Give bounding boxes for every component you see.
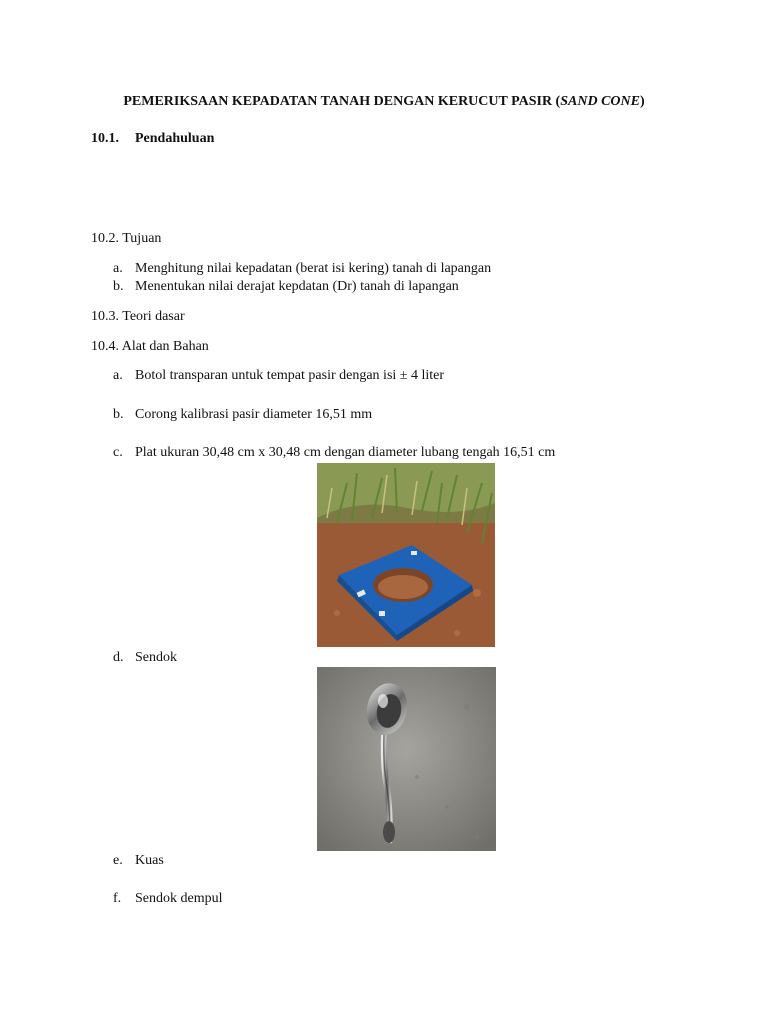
list-item [113, 260, 491, 278]
list-text: Sendok dempul [135, 891, 223, 906]
spoon-photo [317, 667, 496, 851]
list-item [113, 890, 223, 908]
title-main-text: PEMERIKSAAN KEPADATAN TANAH DENGAN KERUCUT PASIR ( [123, 94, 561, 109]
list-text: Botol transparan untuk tempat pasir dengan isi ± 4 liter [135, 368, 445, 383]
page-title [0, 93, 768, 111]
section-theory-heading: 10.3. Teori dasar [91, 309, 185, 324]
section-intro-heading [91, 130, 214, 148]
list-text: Menghitung nilai kepadatan (berat isi kering) tanah di lapangan [135, 261, 492, 276]
list-text: Menentukan nilai derajat kepdatan (Dr) tanah di lapangan [135, 279, 459, 294]
list-marker: a. [113, 368, 123, 383]
sand-cone-plate-photo [317, 463, 495, 647]
list-text: Sendok [135, 650, 177, 665]
spoon-photo-image [317, 667, 496, 851]
list-item [113, 278, 459, 296]
list-marker: e. [113, 853, 123, 868]
list-item [113, 852, 164, 870]
list-text: Plat ukuran 30,48 cm x 30,48 cm dengan diameter lubang tengah 16,51 cm [135, 445, 556, 460]
list-item [113, 444, 555, 462]
list-marker: d. [113, 650, 124, 665]
plate-photo-image [317, 463, 495, 647]
section-number: 10.1. [91, 131, 119, 146]
list-item [113, 406, 372, 424]
list-marker: f. [113, 891, 122, 906]
list-marker: b. [113, 279, 124, 294]
list-marker: b. [113, 407, 124, 422]
list-item [113, 649, 177, 667]
list-text: Kuas [135, 853, 164, 868]
list-marker: c. [113, 445, 123, 460]
section-purpose-heading: 10.2. Tujuan [91, 231, 162, 246]
title-close-text: ) [639, 94, 645, 109]
title-italic-text: SAND CONE [560, 94, 640, 109]
list-item [113, 367, 444, 385]
section-title: Pendahuluan [135, 131, 215, 146]
section-tools-heading: 10.4. Alat dan Bahan [91, 339, 209, 354]
list-text: Corong kalibrasi pasir diameter 16,51 mm [135, 407, 373, 422]
list-marker: a. [113, 261, 123, 276]
